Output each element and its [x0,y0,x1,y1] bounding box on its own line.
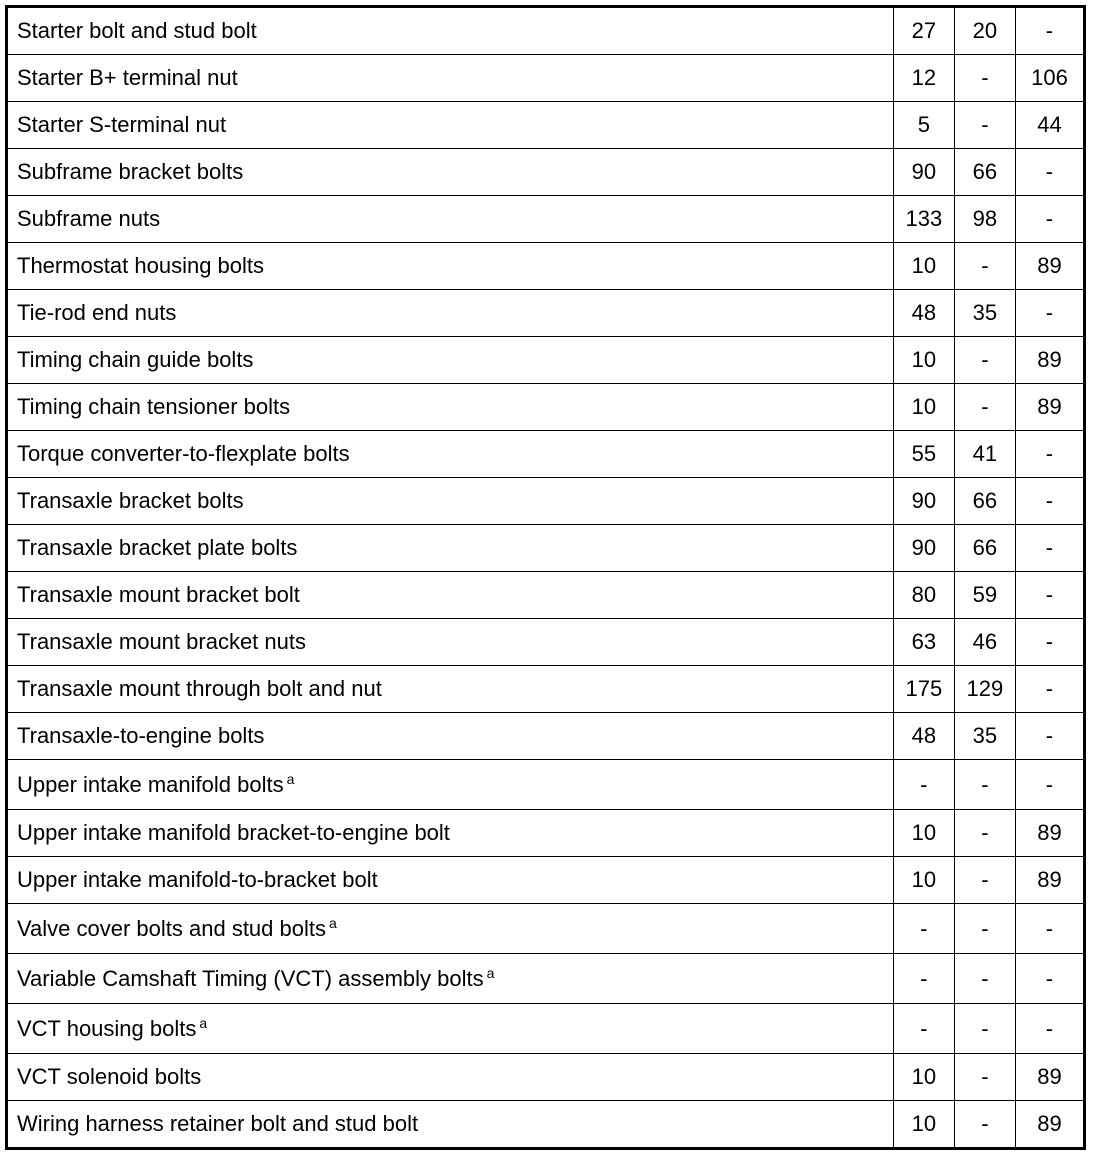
torque-lbft-value: 66 [954,149,1015,196]
torque-lbin-value: - [1015,290,1084,337]
table-row [7,810,1085,857]
torque-lbft-value: - [954,1004,1015,1054]
footnote-marker: a [199,1015,208,1031]
torque-nm-value: 48 [893,713,954,760]
table-row [7,904,1085,954]
component-description: Upper intake manifold bracket-to-engine bolt [7,810,894,857]
component-description: Starter bolt and stud bolt [7,7,894,55]
torque-lbft-value: 66 [954,525,1015,572]
torque-lbin-value: - [1015,954,1084,1004]
table-row [7,857,1085,904]
torque-nm-value: 90 [893,149,954,196]
torque-nm-value: 10 [893,1101,954,1149]
component-description: Transaxle mount bracket bolt [7,572,894,619]
torque-nm-value: - [893,954,954,1004]
component-description: Subframe nuts [7,196,894,243]
torque-lbin-value: 89 [1015,1054,1084,1101]
torque-lbin-value: - [1015,525,1084,572]
torque-lbft-value: 41 [954,431,1015,478]
torque-lbin-value: 89 [1015,810,1084,857]
torque-lbin-value: 106 [1015,55,1084,102]
torque-nm-value: 10 [893,857,954,904]
torque-lbin-value: - [1015,713,1084,760]
torque-lbft-value: 20 [954,7,1015,55]
torque-lbin-value: - [1015,666,1084,713]
table-row [7,243,1085,290]
table-row [7,713,1085,760]
component-description: Transaxle-to-engine bolts [7,713,894,760]
footnote-marker: a [486,965,495,981]
torque-nm-value: 10 [893,384,954,431]
table-row [7,55,1085,102]
torque-lbft-value: - [954,55,1015,102]
torque-nm-value: - [893,760,954,810]
component-description: Timing chain guide bolts [7,337,894,384]
table-row [7,290,1085,337]
component-description: Wiring harness retainer bolt and stud bolt [7,1101,894,1149]
torque-lbin-value: - [1015,619,1084,666]
torque-lbft-value: 66 [954,478,1015,525]
torque-nm-value: 27 [893,7,954,55]
table-row [7,384,1085,431]
table-row [7,619,1085,666]
torque-nm-value: 175 [893,666,954,713]
torque-nm-value: 10 [893,243,954,290]
component-description: VCT housing bolts $^a$ [7,1004,894,1054]
torque-lbft-value: 35 [954,713,1015,760]
torque-lbft-value: - [954,1101,1015,1149]
torque-lbin-value: 89 [1015,384,1084,431]
torque-lbft-value: 59 [954,572,1015,619]
footnote-marker: a [329,915,337,931]
component-description: VCT solenoid bolts [7,1054,894,1101]
torque-lbft-value: - [954,904,1015,954]
torque-lbin-value: - [1015,431,1084,478]
component-description: Transaxle mount through bolt and nut [7,666,894,713]
component-description: Transaxle mount bracket nuts [7,619,894,666]
component-description: Starter B+ terminal nut [7,55,894,102]
torque-lbft-value: - [954,243,1015,290]
torque-lbin-value: 89 [1015,1101,1084,1149]
component-description: Upper intake manifold bolts $^a$ [7,760,894,810]
table-row [7,525,1085,572]
torque-lbin-value: - [1015,572,1084,619]
component-description: Upper intake manifold-to-bracket bolt [7,857,894,904]
footnote-marker: a [286,771,295,787]
torque-lbin-value: 89 [1015,857,1084,904]
torque-lbft-value: - [954,102,1015,149]
torque-lbin-value: - [1015,149,1084,196]
torque-lbin-value: 89 [1015,337,1084,384]
table-row [7,760,1085,810]
table-row [7,149,1085,196]
torque-lbft-value: - [954,337,1015,384]
torque-nm-value: 63 [893,619,954,666]
table-row [7,337,1085,384]
component-description: Transaxle bracket plate bolts [7,525,894,572]
torque-lbin-value: - [1015,7,1084,55]
torque-lbin-value: - [1015,760,1084,810]
component-description: Variable Camshaft Timing (VCT) assembly bolts $^a$ [7,954,894,1004]
torque-lbft-value: - [954,857,1015,904]
torque-lbin-value: 44 [1015,102,1084,149]
table-row [7,954,1085,1004]
table-row [7,7,1085,55]
torque-nm-value: - [893,904,954,954]
table-row [7,1054,1085,1101]
torque-specification-table [5,5,1086,1150]
component-description: Subframe bracket bolts [7,149,894,196]
table-row [7,102,1085,149]
torque-nm-value: 80 [893,572,954,619]
torque-lbft-value: - [954,954,1015,1004]
torque-nm-value: 10 [893,337,954,384]
torque-nm-value: 10 [893,1054,954,1101]
component-description: Transaxle bracket bolts [7,478,894,525]
torque-lbin-value: - [1015,1004,1084,1054]
torque-nm-value: 133 [893,196,954,243]
torque-nm-value: 48 [893,290,954,337]
component-description: Timing chain tensioner bolts [7,384,894,431]
table-row [7,666,1085,713]
torque-nm-value: 90 [893,478,954,525]
torque-lbft-value: 98 [954,196,1015,243]
component-description: Tie-rod end nuts [7,290,894,337]
torque-lbft-value: - [954,1054,1015,1101]
torque-lbin-value: 89 [1015,243,1084,290]
table-row [7,1004,1085,1054]
torque-nm-value: 10 [893,810,954,857]
torque-lbft-value: - [954,384,1015,431]
torque-lbft-value: - [954,810,1015,857]
torque-nm-value: 90 [893,525,954,572]
component-description: Torque converter-to-flexplate bolts [7,431,894,478]
torque-nm-value: 12 [893,55,954,102]
table-row [7,478,1085,525]
component-description: Valve cover bolts and stud bolts $^a$ [7,904,894,954]
torque-lbft-value: 46 [954,619,1015,666]
component-description: Starter S-terminal nut [7,102,894,149]
torque-lbin-value: - [1015,478,1084,525]
torque-lbin-value: - [1015,904,1084,954]
torque-lbft-value: 129 [954,666,1015,713]
torque-nm-value: - [893,1004,954,1054]
table-row [7,572,1085,619]
table-row [7,431,1085,478]
table-row [7,1101,1085,1149]
table-row [7,196,1085,243]
component-description: Thermostat housing bolts [7,243,894,290]
torque-nm-value: 5 [893,102,954,149]
torque-lbin-value: - [1015,196,1084,243]
torque-nm-value: 55 [893,431,954,478]
torque-lbft-value: - [954,760,1015,810]
torque-lbft-value: 35 [954,290,1015,337]
